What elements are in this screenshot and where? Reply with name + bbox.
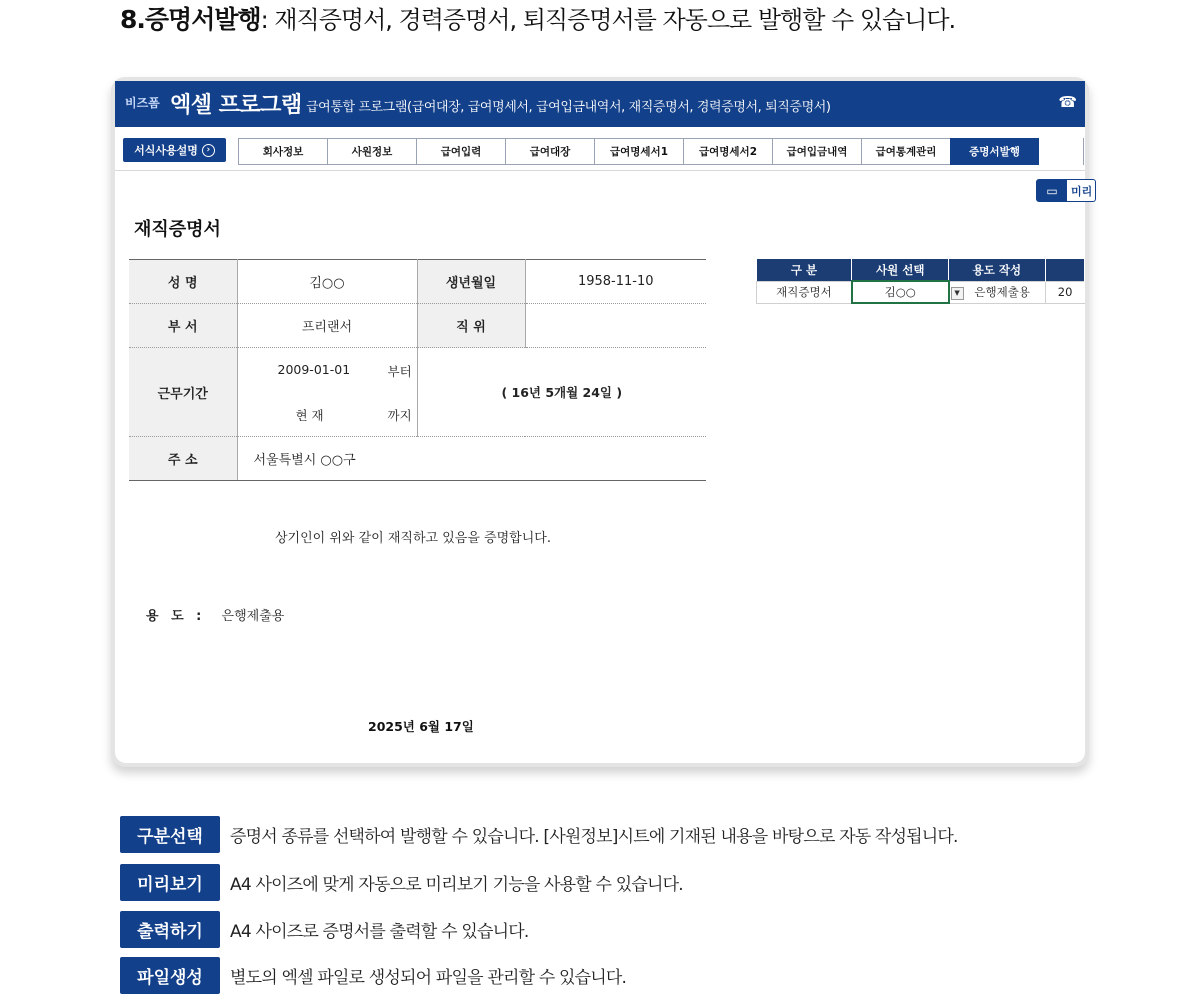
screenshot-frame	[111, 77, 1093, 767]
tab-payroll-input[interactable]: 급여입력	[416, 138, 505, 165]
feature-desc: A4 사이즈로 증명서를 출력할 수 있습니다.	[230, 922, 529, 942]
preview-button[interactable]	[1036, 179, 1096, 202]
brand-logo-title: 엑셀 프로그램	[170, 93, 302, 118]
feature-desc: A4 사이즈에 맞게 자동으로 미리보기 기능을 사용할 수 있습니다.	[230, 875, 683, 895]
feature-badge: 파일생성	[120, 957, 220, 994]
feature-badge: 미리보기	[120, 864, 220, 901]
chevron-right-icon: ›	[202, 144, 215, 157]
header-employee-select: 사원 선택	[852, 259, 949, 281]
tab-employee-info[interactable]: 사원정보	[327, 138, 416, 165]
certificate-title: 재직증명서	[134, 219, 221, 240]
period-to: 까지	[387, 408, 412, 423]
feature-badge: 구분선택	[120, 816, 220, 853]
period-dates	[237, 348, 417, 437]
table-row	[129, 260, 706, 304]
cell-employee-select[interactable]	[852, 281, 960, 303]
page-headline	[120, 0, 955, 32]
name-label: 성 명	[129, 260, 237, 304]
feature-item	[120, 864, 683, 901]
purpose-label: 용 도 :	[146, 609, 206, 624]
header-purpose: 용도 작성	[949, 259, 1046, 281]
tab-payroll-stats[interactable]: 급여통계관리	[861, 138, 950, 165]
tab-company-info[interactable]: 회사정보	[238, 138, 327, 165]
cell-date[interactable]: 20	[1045, 281, 1084, 303]
position-value	[525, 304, 706, 348]
headline-text: : 재직증명서, 경력증명서, 퇴직증명서를 자동으로 발행할 수 있습니다.	[260, 6, 956, 34]
dept-value: 프리랜서	[237, 304, 417, 348]
table-row	[129, 304, 706, 348]
tab-certificate-issue[interactable]: 증명서발행	[950, 138, 1039, 165]
period-end: 현 재	[295, 408, 324, 423]
sheet-nav	[115, 135, 1085, 165]
monitor-icon: ▭	[1037, 180, 1067, 201]
feature-item	[120, 911, 528, 948]
cell-purpose[interactable]: 은행제출용	[949, 281, 1046, 303]
table-row	[129, 348, 706, 437]
selector-table	[756, 259, 1085, 304]
tab-payroll-ledger[interactable]: 급여대장	[505, 138, 594, 165]
period-duration: ( 16년 5개월 24일 )	[417, 348, 706, 437]
cell-employee-value: 김○○	[884, 285, 916, 299]
header-category: 구 분	[757, 259, 852, 281]
purpose-line	[146, 605, 284, 624]
position-label: 직 위	[417, 304, 525, 348]
guide-button-label: 서식사용설명	[134, 144, 198, 157]
feature-desc: 증명서 종류를 선택하여 발행할 수 있습니다. [사원정보]시트에 기재된 내용을 바탕으로 자동 작성됩니다.	[230, 827, 958, 847]
certificate-date: 2025년 6월 17일	[368, 719, 474, 734]
feature-badge: 출력하기	[120, 911, 220, 948]
tab-overflow-stub	[1083, 138, 1087, 165]
table-row	[129, 437, 706, 481]
app-header	[115, 81, 1085, 127]
tab-deposit-history[interactable]: 급여입금내역	[772, 138, 861, 165]
headline-bold: 8.증명서발행	[120, 5, 261, 34]
dept-label: 부 서	[129, 304, 237, 348]
header-date	[1045, 259, 1084, 281]
birth-value: 1958-11-10	[525, 260, 706, 304]
phone-icon: ☎	[1058, 93, 1077, 111]
guide-button[interactable]	[123, 138, 226, 162]
period-label: 근무기간	[129, 348, 237, 437]
feature-item	[120, 957, 626, 994]
app-subtitle: 급여통합 프로그램(급여대장, 급여명세서, 급여입금내역서, 재직증명서, 경력증명서, 퇴직증명서)	[306, 100, 831, 115]
tab-payslip-2[interactable]: 급여명세서2	[683, 138, 772, 165]
period-start: 2009-01-01	[277, 362, 351, 377]
selector-header-row	[757, 259, 1085, 281]
dropdown-arrow-icon[interactable]: ▼	[951, 287, 964, 300]
name-value: 김○○	[237, 260, 417, 304]
period-from: 부터	[387, 364, 412, 379]
tab-bar	[238, 138, 1039, 165]
purpose-value: 은행제출용	[221, 609, 285, 624]
selector-row	[757, 281, 1085, 303]
cell-category[interactable]: 재직증명서	[757, 281, 852, 303]
feature-desc: 별도의 엑셀 파일로 생성되어 파일을 관리할 수 있습니다.	[230, 968, 627, 988]
excel-window	[115, 81, 1093, 763]
certificate-table	[129, 259, 706, 481]
birth-label: 생년월일	[417, 260, 525, 304]
certificate-statement: 상기인이 위와 같이 재직하고 있음을 증명합니다.	[275, 531, 551, 546]
tab-payslip-1[interactable]: 급여명세서1	[594, 138, 683, 165]
divider	[115, 170, 1085, 171]
feature-item	[120, 816, 958, 853]
address-label: 주 소	[129, 437, 237, 481]
preview-button-label: 미리	[1071, 184, 1093, 198]
address-value: 서울특별시 ○○구	[237, 437, 706, 481]
brand-logo-small: 비즈폼	[125, 96, 160, 110]
